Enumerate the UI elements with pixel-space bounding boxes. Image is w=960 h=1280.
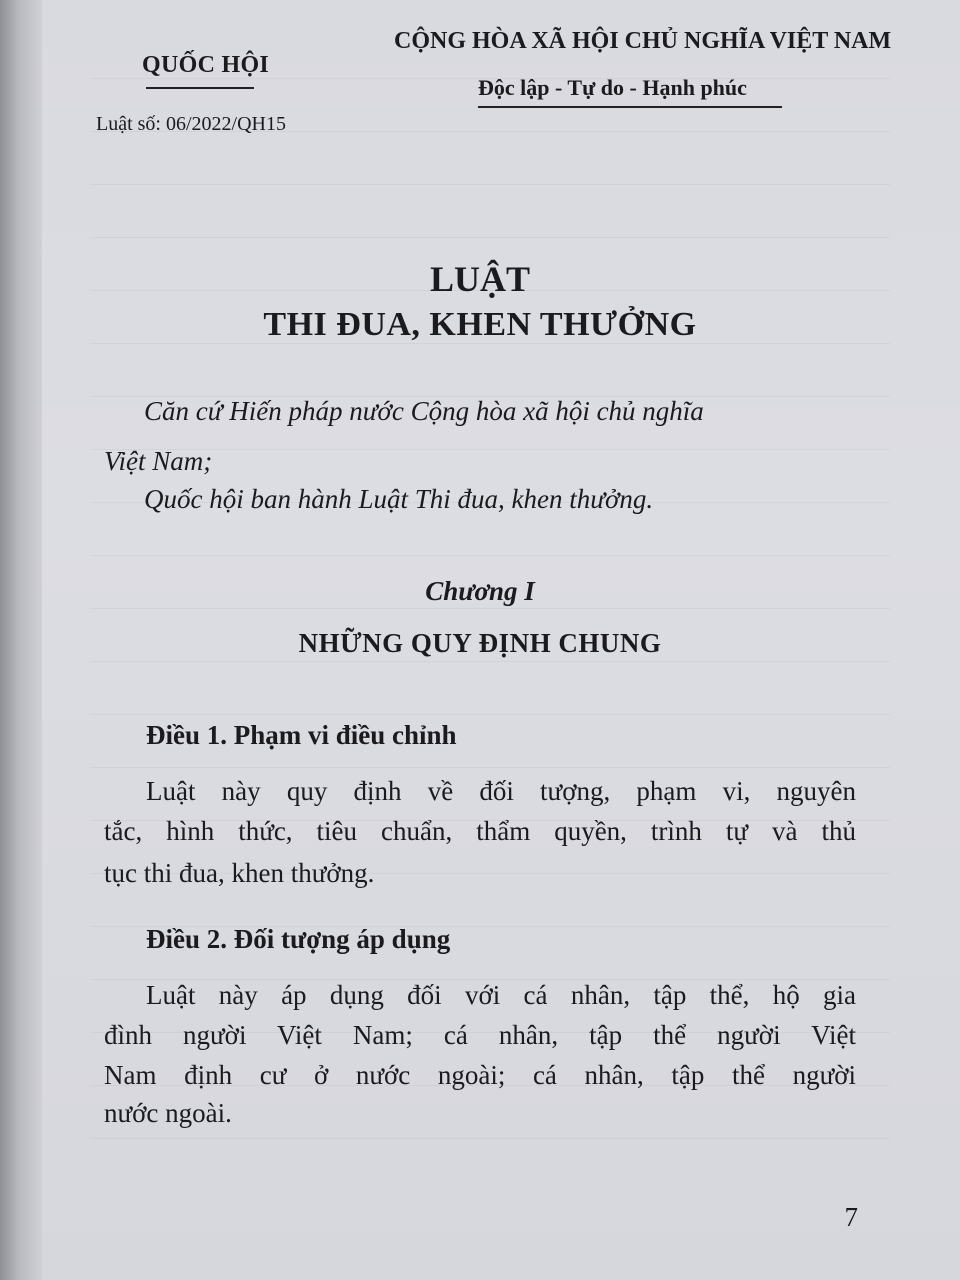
article-1-text-line: tắc, hình thức, tiêu chuẩn, thẩm quyền, trình tự và thủ [104,816,856,846]
article-1-heading: Điều 1. Phạm vi điều chỉnh [146,720,457,750]
article-1-text-line: Luật này quy định về đối tượng, phạm vi, nguyên [146,776,856,806]
article-2-text-line: Luật này áp dụng đối với cá nhân, tập thể, hộ gia [146,980,856,1010]
organization-underline [146,87,254,89]
preamble-line: Quốc hội ban hành Luật Thi đua, khen thưởng. [144,484,654,514]
chapter-title: NHỮNG QUY ĐỊNH CHUNG [298,628,662,658]
law-title: THI ĐUA, KHEN THƯỞNG [263,306,697,343]
preamble-line: Căn cứ Hiến pháp nước Cộng hòa xã hội chủ nghĩa [144,396,704,426]
article-2-text-line: đình người Việt Nam; cá nhân, tập thể người Việt [104,1020,856,1050]
preamble-line: Việt Nam; [104,446,213,476]
national-motto: Độc lập - Tự do - Hạnh phúc [478,75,747,100]
article-2-text-line: nước ngoài. [104,1098,232,1128]
page-number: 7 [844,1202,858,1232]
organization-name: QUỐC HỘI [142,52,270,78]
republic-name: CỘNG HÒA XÃ HỘI CHỦ NGHĨA VIỆT NAM [394,28,892,54]
article-2-heading: Điều 2. Đối tượng áp dụng [146,924,451,954]
chapter-label: Chương I [425,576,535,606]
law-number: Luật số: 06/2022/QH15 [96,113,286,135]
law-title-label: LUẬT [429,259,531,299]
article-2-text-line: Nam định cư ở nước ngoài; cá nhân, tập thể người [104,1060,856,1090]
motto-underline [478,106,782,108]
article-1-text-line: tục thi đua, khen thưởng. [104,858,375,888]
